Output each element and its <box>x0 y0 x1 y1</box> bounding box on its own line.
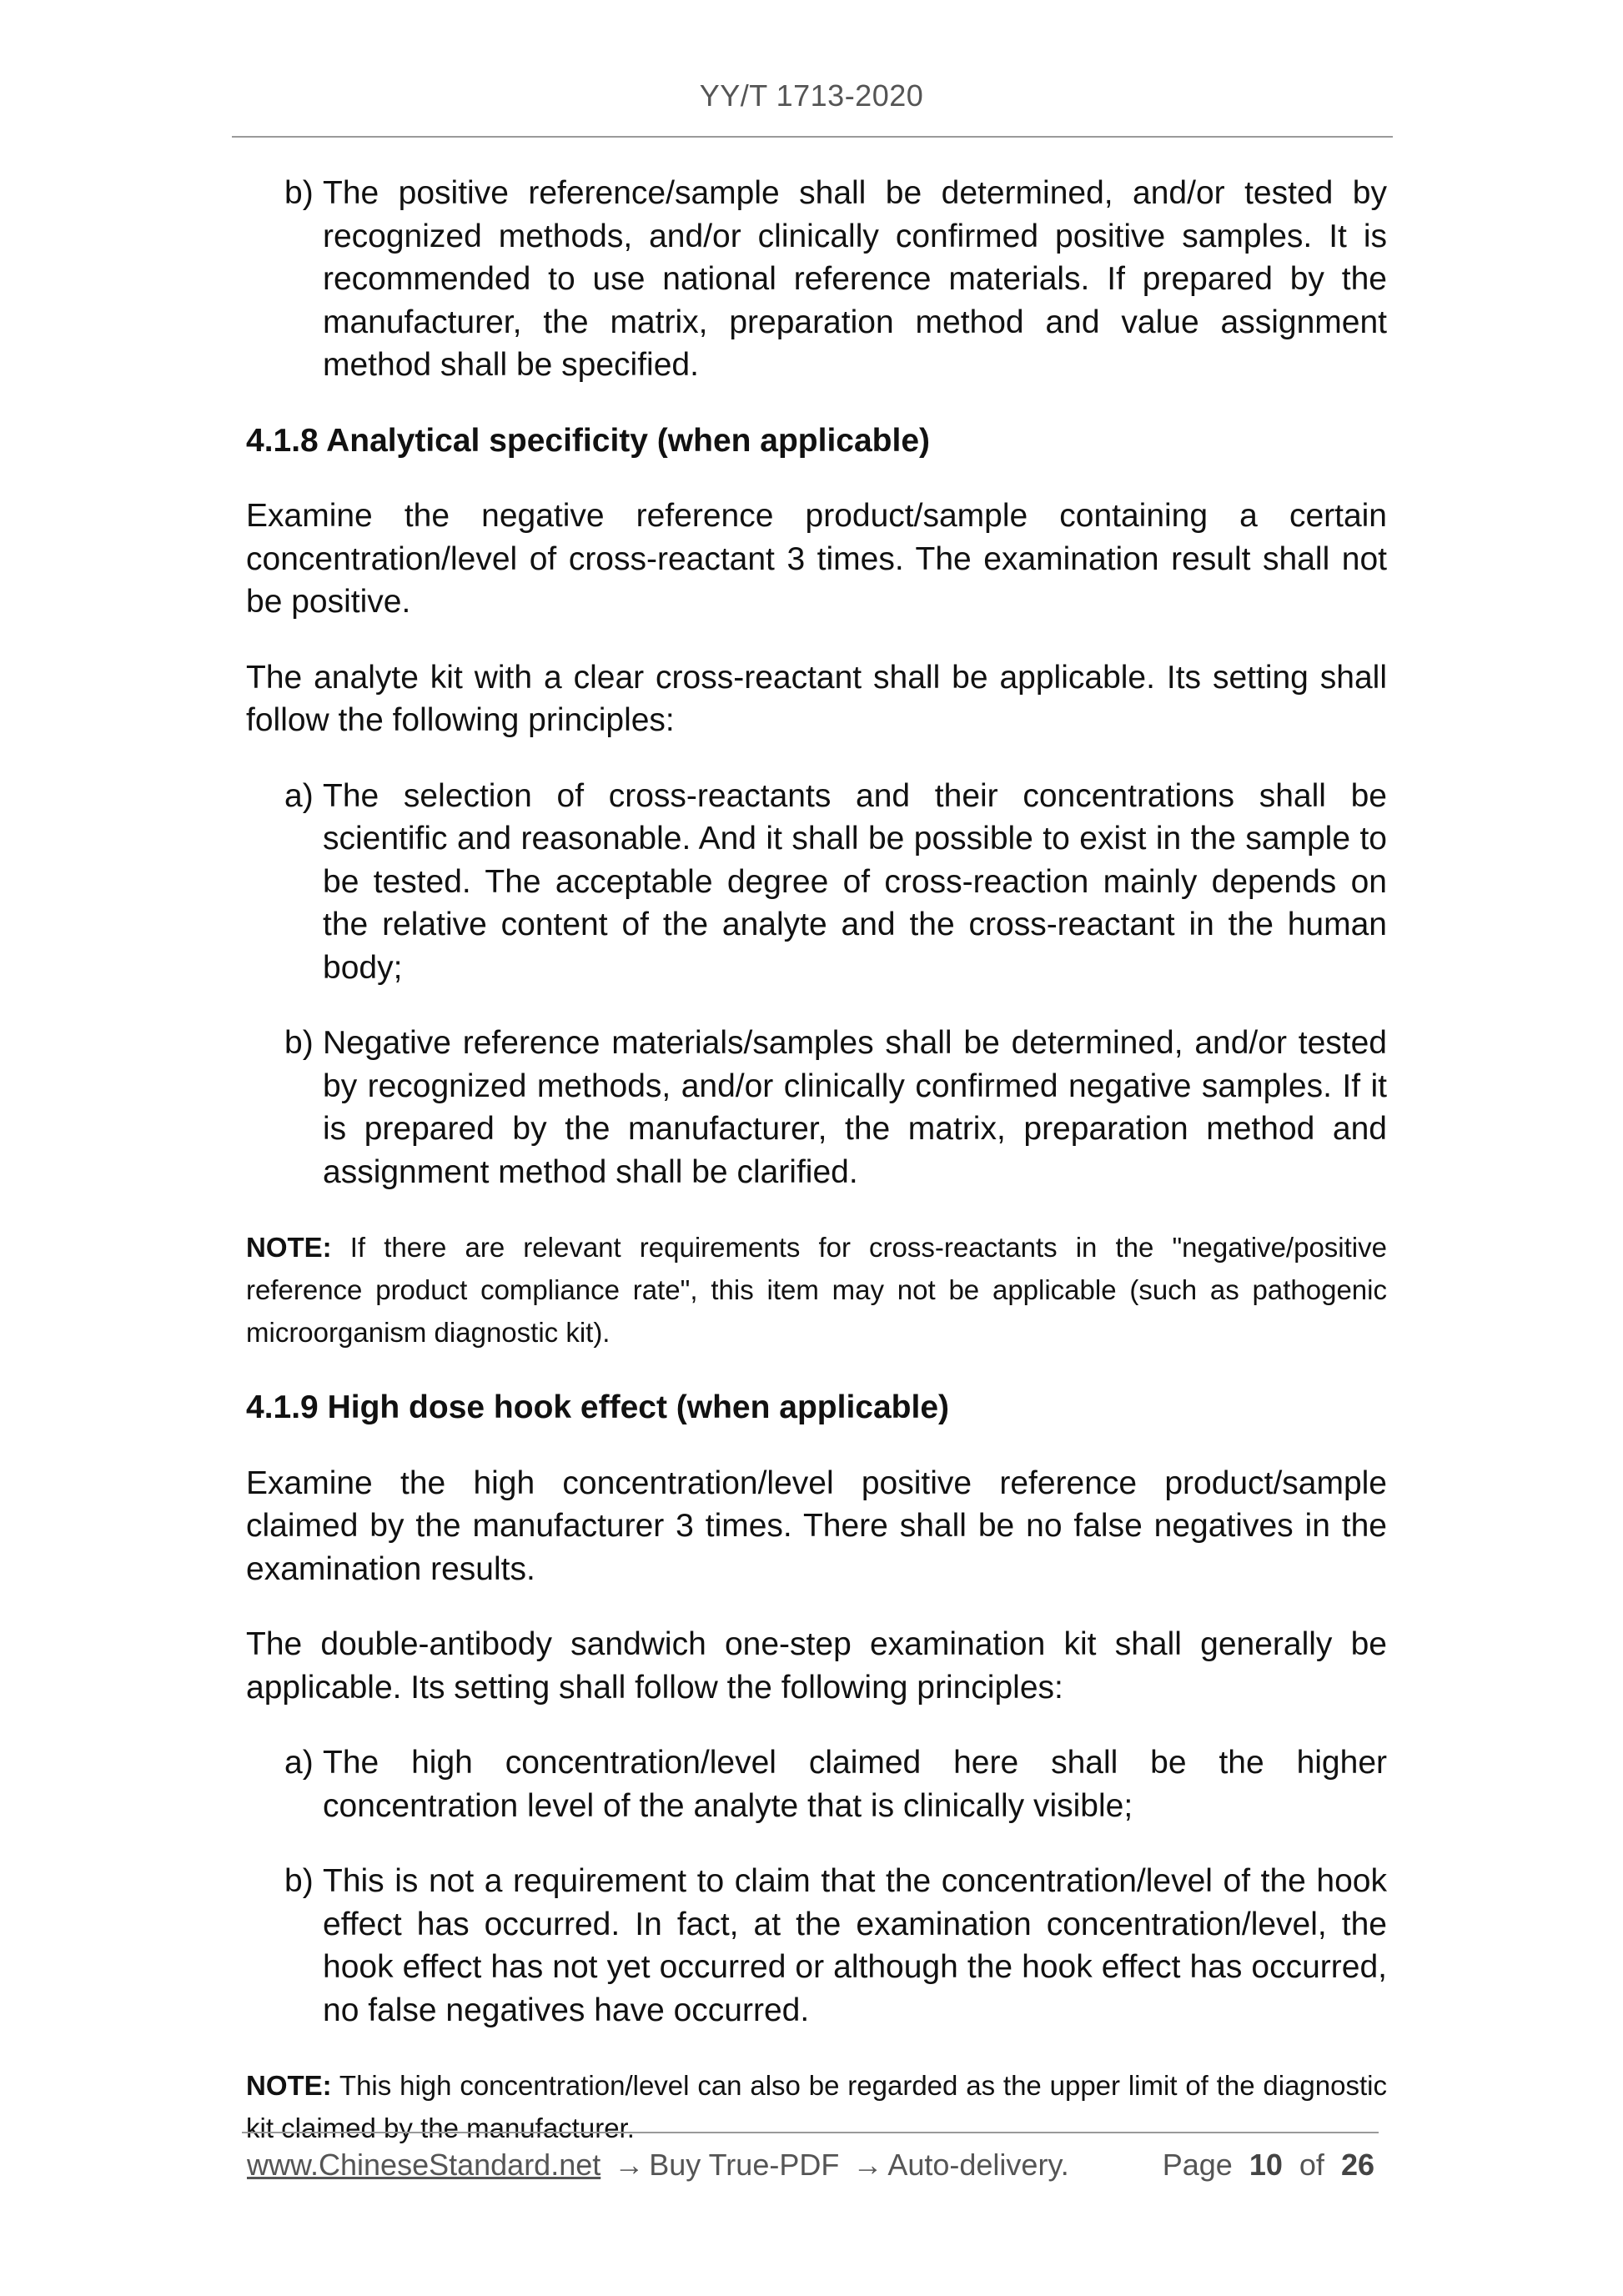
note-hook-effect <box>246 2064 1387 2149</box>
list-item-a-high-concentration <box>246 1741 1387 1827</box>
document-code-header: YY/T 1713-2020 <box>699 78 924 113</box>
of-label: of <box>1299 2148 1324 2182</box>
list-item-b-positive-reference <box>246 172 1387 387</box>
buy-pdf-text: Buy True-PDF <box>649 2148 840 2182</box>
list-item-a-cross-reactants <box>246 775 1387 990</box>
list-marker: b) <box>284 1025 314 1061</box>
list-marker: a) <box>284 1745 314 1781</box>
page-content <box>246 172 1387 2182</box>
page-number: 10 <box>1249 2148 1283 2182</box>
arrow-right-icon: → <box>852 2148 883 2182</box>
note-analytical-specificity <box>246 1226 1387 1354</box>
note-text: If there are relevant requirements for cross-reactants in the "negative/positive reference product compliance rate", this item may not be applicable (such as pathogenic microorganism diagnostic kit). <box>246 1232 1387 1348</box>
list-item-text: The positive reference/sample shall be determined, and/or tested by recognized methods, and/or clinically confirmed positive samples. It is recommended to use national reference materials. If prepared by the manufacturer, the matrix, preparation method and value assignment method shall be specified. <box>323 175 1387 383</box>
list-item-text: Negative reference materials/samples shall be determined, and/or tested by recognized methods, and/or clinically confirmed negative samples. If it is prepared by the manufacturer, the matrix, preparation method and assignment method shall be clarified. <box>323 1025 1387 1190</box>
page-total: 26 <box>1340 2148 1374 2182</box>
arrow-right-icon: → <box>614 2148 645 2182</box>
paragraph: Examine the negative reference product/sample containing a certain concentration/level of cross-reactant 3 times. The examination result shall not be positive. <box>246 498 1387 620</box>
page-footer <box>247 2148 1374 2183</box>
list-marker: a) <box>284 777 314 814</box>
paragraph: Examine the high concentration/level positive reference product/sample claimed by the manufacturer 3 times. There shall be no false negatives in the examination results. <box>246 1465 1387 1587</box>
paragraph: The analyte kit with a clear cross-reactant shall be applicable. Its setting shall follow the following principles: <box>246 659 1387 738</box>
list-marker: b) <box>284 1863 314 1899</box>
note-label: NOTE: <box>246 2070 332 2101</box>
website-link[interactable]: www.ChineseStandard.net <box>247 2148 601 2182</box>
section-heading-4-1-9: 4.1.9 High dose hook effect (when applicable) <box>246 1389 949 1425</box>
list-item-b-negative-reference <box>246 1022 1387 1193</box>
page-indicator <box>1163 2148 1374 2183</box>
list-item-text: The selection of cross-reactants and their concentrations shall be scientific and reasonable. And it shall be possible to exist in the sample to be tested. The acceptable degree of cross-reaction mainly depends on the relative content of the analyte and the cross-reactant in the human body; <box>323 777 1387 986</box>
page-label: Page <box>1162 2148 1233 2182</box>
note-text: This high concentration/level can also be regarded as the upper limit of the diagnostic kit claimed by the manufacturer. <box>246 2070 1387 2143</box>
section-heading-4-1-8: 4.1.8 Analytical specificity (when applicable) <box>246 422 931 459</box>
note-label: NOTE: <box>246 1232 332 1263</box>
paragraph: The double-antibody sandwich one-step examination kit shall generally be applicable. Its setting shall follow the following principles: <box>246 1626 1387 1706</box>
list-item-b-hook-effect <box>246 1860 1387 2032</box>
list-item-text: This is not a requirement to claim that the concentration/level of the hook effect has occurred. In fact, at the examination concentration/level, the hook effect has not yet occurred or although the hook effect has occurred, no false negatives have occurred. <box>323 1863 1387 2028</box>
auto-delivery-text: Auto-delivery. <box>887 2148 1069 2182</box>
list-item-text: The high concentration/level claimed here shall be the higher concentration level of the analyte that is clinically visible; <box>323 1745 1387 1824</box>
footer-divider <box>242 2132 1379 2133</box>
header-divider <box>232 136 1393 138</box>
list-marker: b) <box>284 175 314 211</box>
